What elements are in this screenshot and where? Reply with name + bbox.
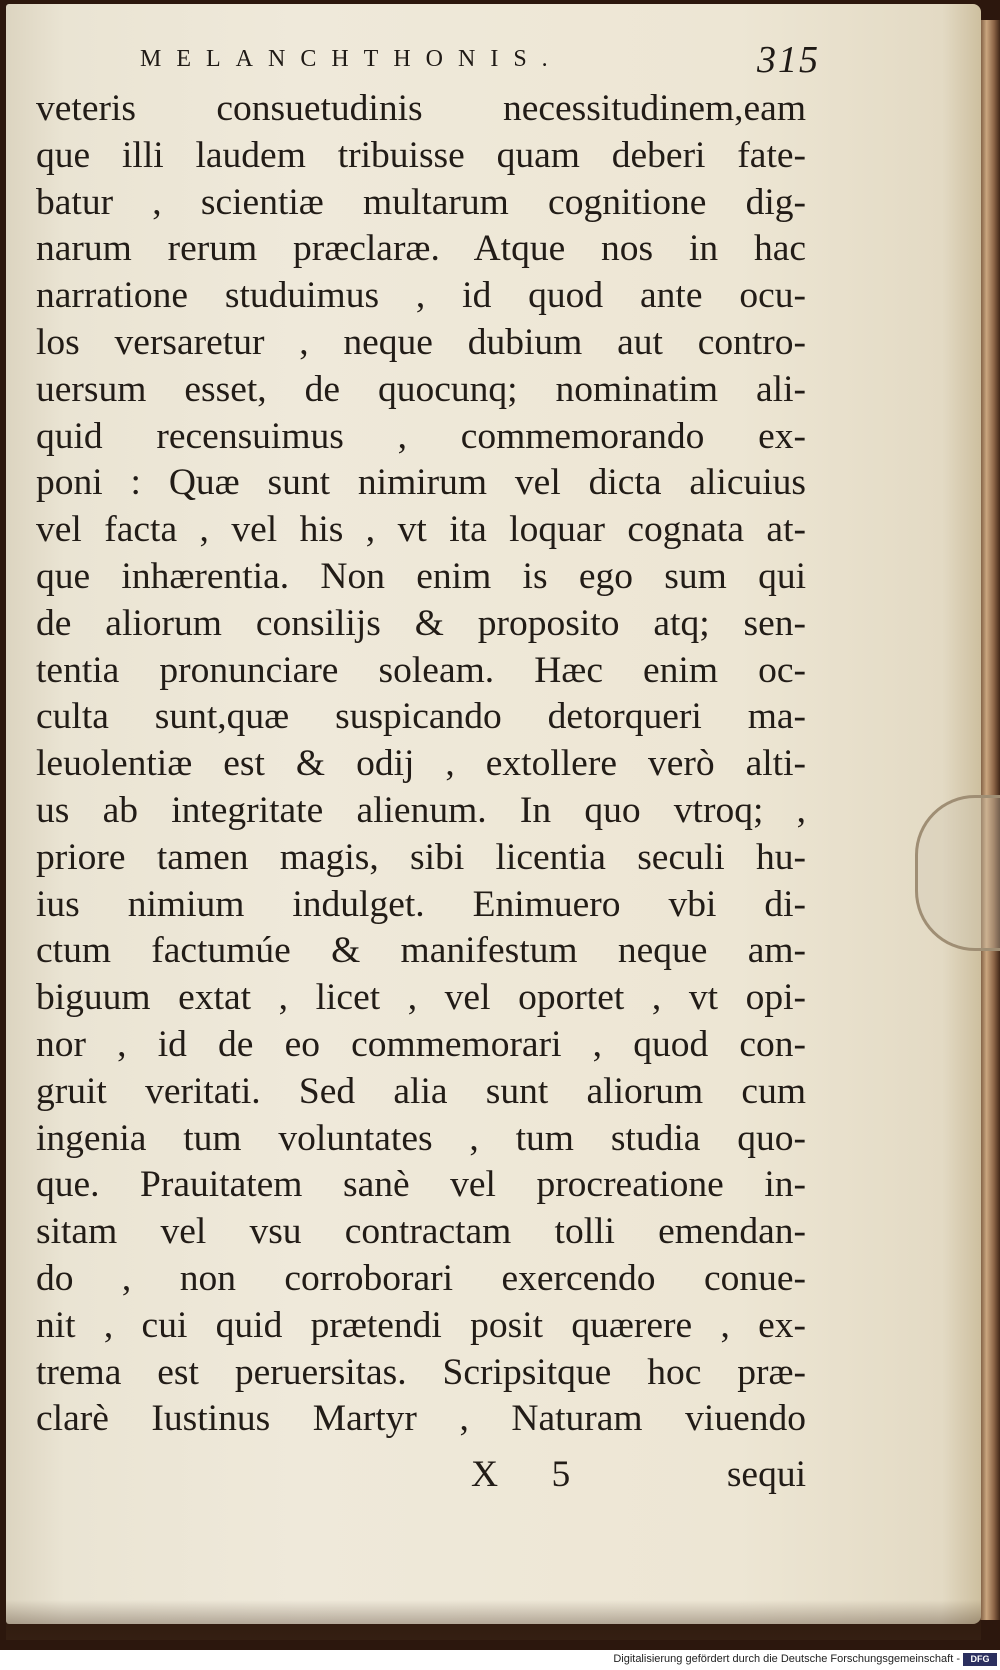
text-line: leuolentiæ est & odij , extollere verò alti- [36,743,806,785]
text-line: vel facta , vel his , vt ita loquar cognata at- [36,509,806,551]
text-line: do , non corroborari exercendo conue- [36,1257,806,1299]
text-line: que illi laudem tribuisse quam deberi fate- [36,134,806,176]
digitization-credit-bar [0,1650,1000,1670]
text-line: sitam vel vsu contractam tolli emendan- [36,1211,806,1253]
text-line: ctum factumúe & manifestum neque am- [36,930,806,972]
credit-text: Digitalisierung gefördert durch die Deutsche Forschungsgemeinschaft - [613,1653,960,1665]
text-line: de aliorum consilijs & proposito atq; sen- [36,602,806,644]
text-line: culta sunt,quæ suspicando detorqueri ma- [36,696,806,738]
text-line: uersum esset, de quocunq; nominatim ali- [36,368,806,410]
text-line: que. Prauitatem sanè vel procreatione in- [36,1164,806,1206]
text-line: nor , id de eo commemorari , quod con- [36,1023,806,1065]
signature-mark: X 5 [471,1454,593,1495]
text-line: ingenia tum voluntates , tum studia quo- [36,1117,806,1159]
text-line: narum rerum præclaræ. Atque nos in hac [36,228,806,270]
body-text [36,86,806,1443]
text-line: us ab integritate alienum. In quo vtroq; , [36,789,806,831]
text-line: priore tamen magis, sibi licentia seculi hu- [36,836,806,878]
text-line: quid recensuimus , commemorando ex- [36,415,806,457]
text-line: gruit veritati. Sed alia sunt aliorum cum [36,1070,806,1112]
text-line: biguum extat , licet , vel oportet , vt opi- [36,977,806,1019]
text-line: que inhærentia. Non enim is ego sum qui [36,555,806,597]
catchword: sequi [726,1454,806,1495]
page-shadow [6,1600,981,1640]
text-line: tentia pronunciare soleam. Hæc enim oc- [36,649,806,691]
text-line: veteris consuetudinis necessitudinem,eam [36,88,806,129]
text-line: nit , cui quid prætendi posit quærere , ex- [36,1304,806,1346]
text-line: batur , scientiæ multarum cognitione dig- [36,181,806,223]
page-header [140,38,820,88]
text-line: ius nimium indulget. Enimuero vbi di- [36,883,806,925]
page-number: 315 [757,39,820,81]
running-head: MELANCHTHONIS. [140,46,563,72]
text-line: trema est peruersitas. Scripsitque hoc præ- [36,1351,806,1393]
page-clasp [915,795,1000,951]
dfg-logo: DFG [963,1653,997,1666]
text-line: los versaretur , neque dubium aut contro- [36,321,806,363]
text-line: poni : Quæ sunt nimirum vel dicta alicuius [36,462,806,504]
page-footer [36,1453,806,1501]
text-line: narratione studuimus , id quod ante ocu- [36,275,806,317]
text-line: clarè Iustinus Martyr , Naturam viuendo [36,1398,806,1440]
